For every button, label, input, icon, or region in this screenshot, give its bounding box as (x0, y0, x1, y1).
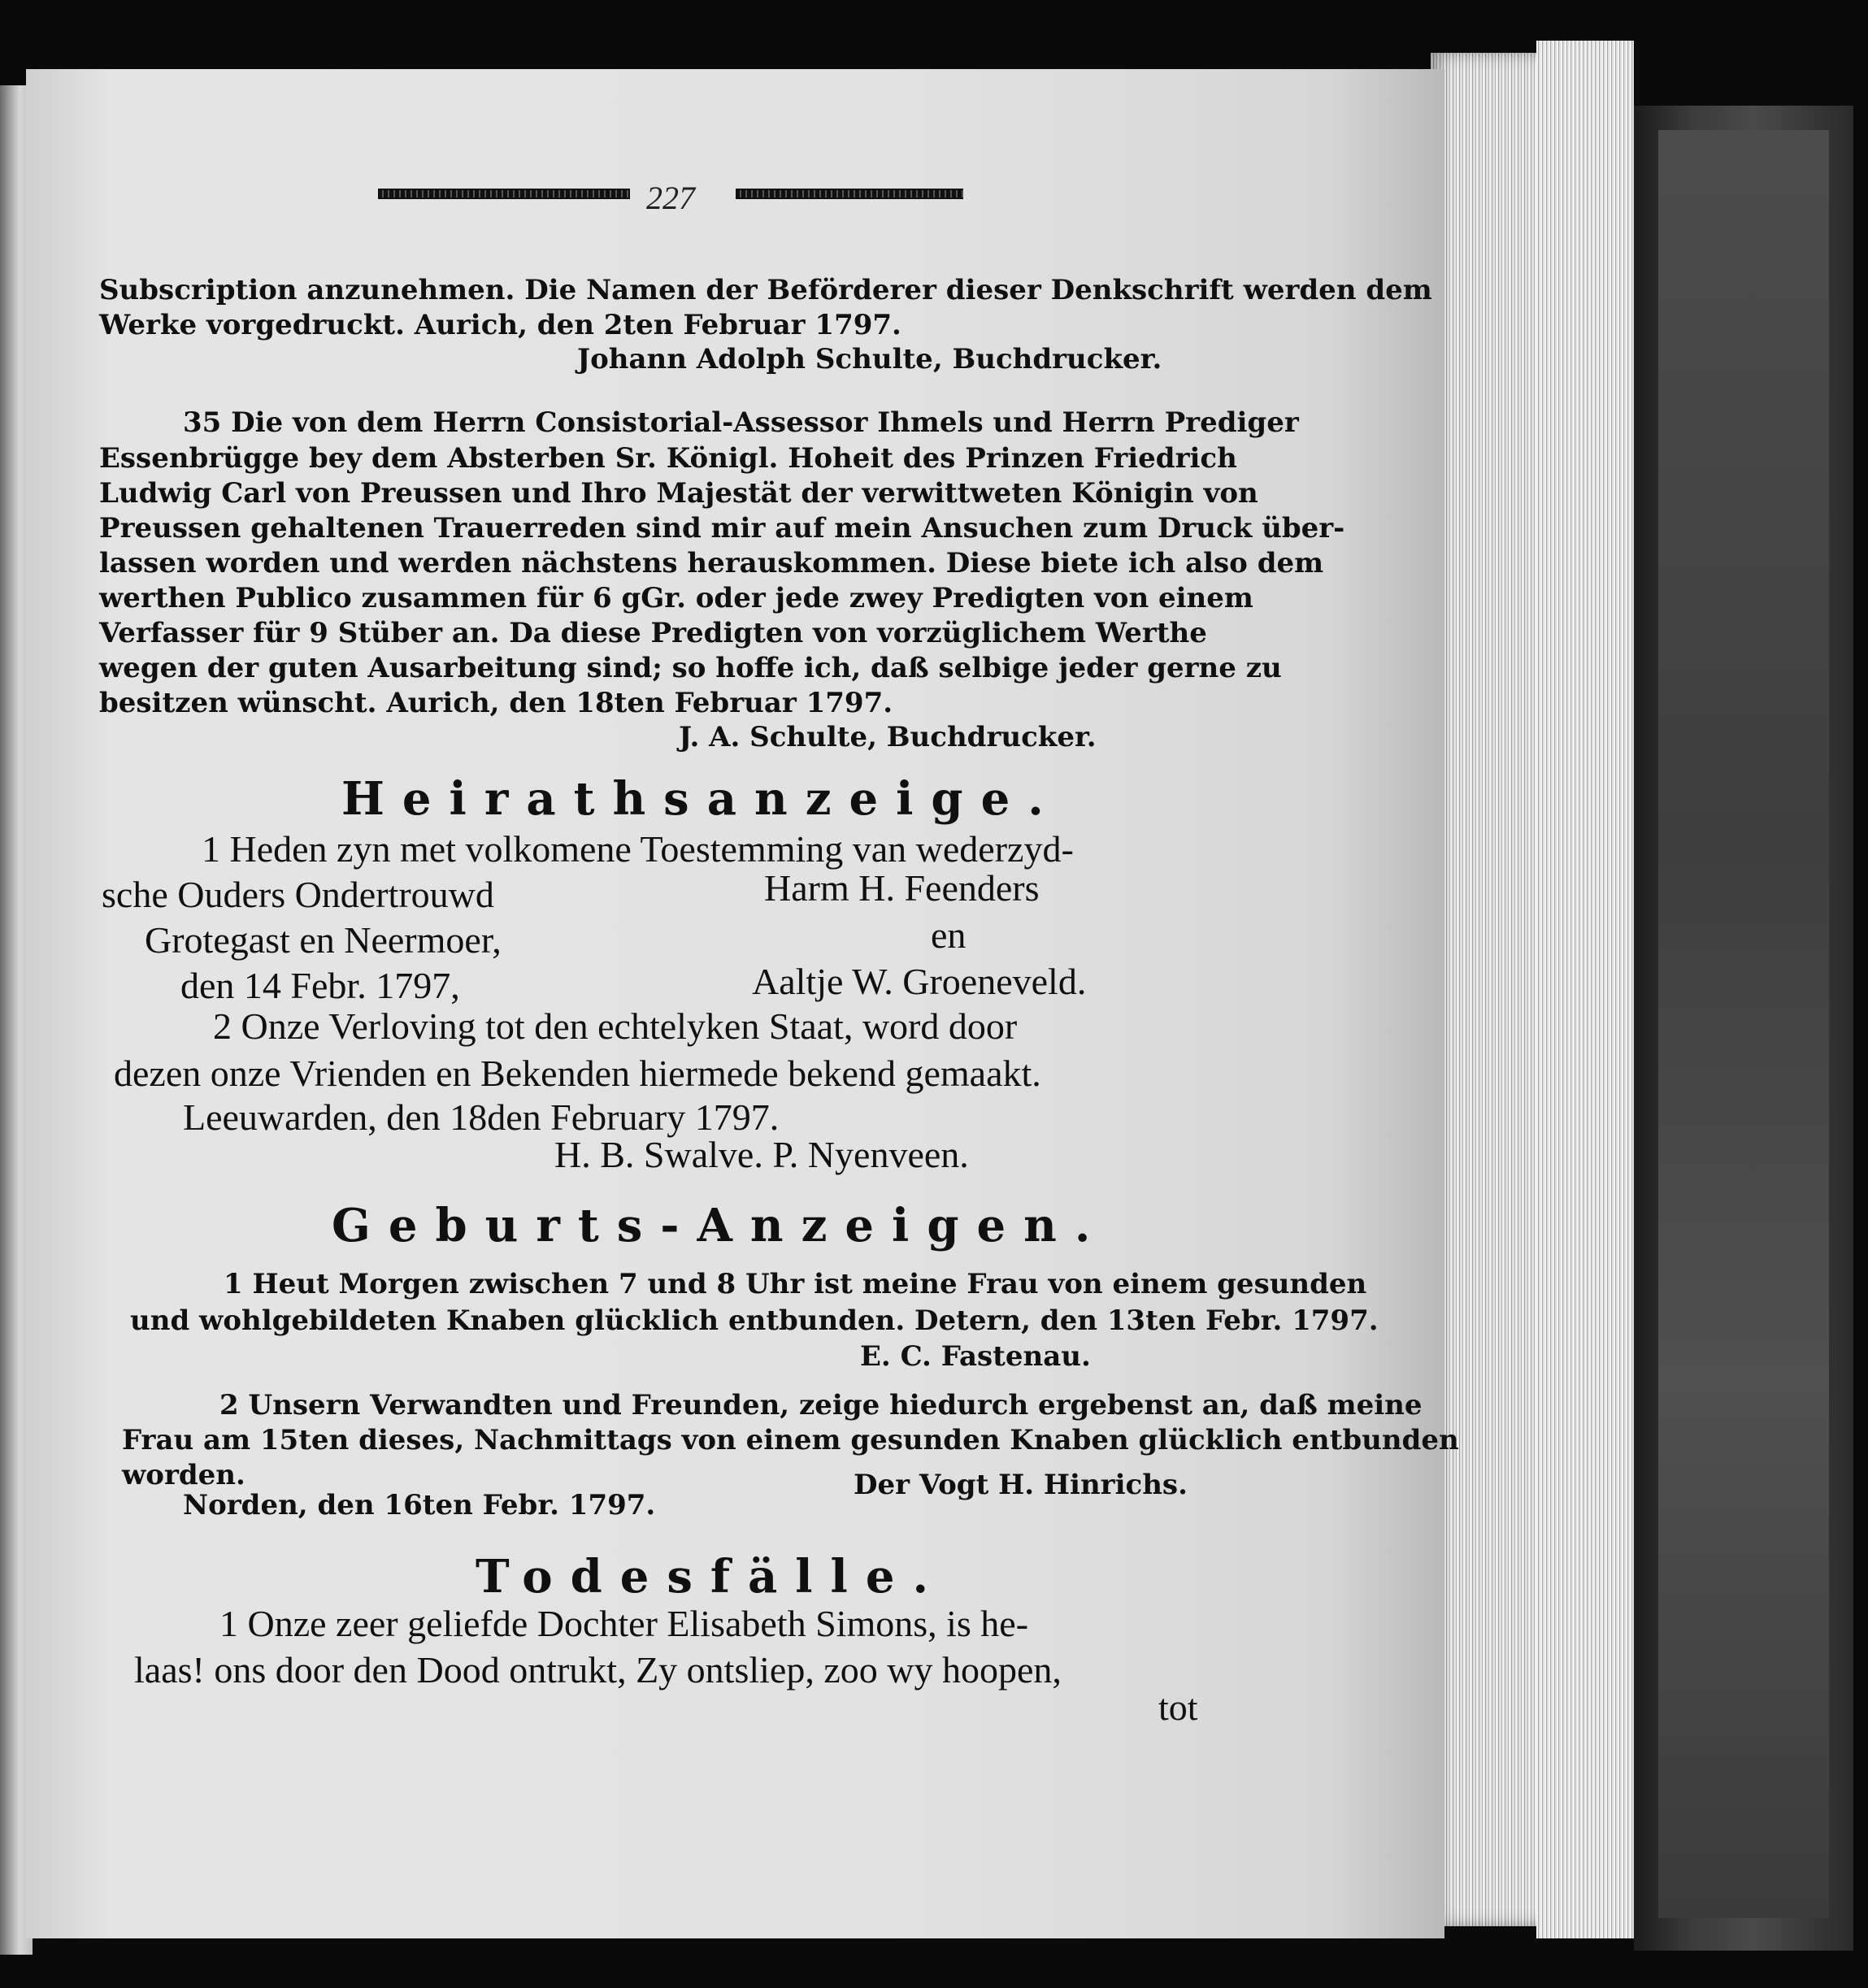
notice-35-line: lassen worden und werden nächstens herauskommen. Diese biete ich also dem (99, 547, 1324, 579)
birth-1-line: 1 Heut Morgen zwischen 7 und 8 Uhr ist meine Frau von einem gesunden (224, 1268, 1367, 1300)
header-rule-right (736, 189, 963, 199)
death-1-line: laas! ons door den Dood ontrukt, Zy ontsliep, zoo wy hoopen, (134, 1649, 1062, 1691)
marriage-1-right-line: Aaltje W. Groeneveld. (752, 961, 1087, 1002)
marriage-1-right-line: Harm H. Feenders (764, 867, 1040, 909)
birth-2-line: worden. (122, 1459, 245, 1491)
birth-1-signature: E. C. Fastenau. (860, 1340, 1091, 1373)
page-fore-edge (1536, 41, 1634, 1938)
marriage-1-left-line: den 14 Febr. 1797, (180, 965, 460, 1006)
birth-2-line: 2 Unsern Verwandten und Freunden, zeige hiedurch ergebenst an, daß meine (219, 1389, 1423, 1422)
notice-35-line: Verfasser für 9 Stüber an. Da diese Predigten von vorzüglichem Werthe (99, 617, 1207, 649)
birth-1-line: und wohlgebildeten Knaben glücklich entbunden. Detern, den 13ten Febr. 1797. (130, 1304, 1379, 1337)
marriage-1-left-line: Grotegast en Neermoer, (145, 919, 502, 961)
marriage-1-line: 1 Heden zyn met volkomene Toestemming van wederzyd- (202, 828, 1074, 870)
marriage-2-line: Leeuwarden, den 18den February 1797. (183, 1096, 780, 1138)
book-cover-spine (1658, 130, 1829, 1918)
page-number: 227 (646, 180, 695, 216)
notice-35-line: 35 Die von dem Herrn Consistorial-Assessor Ihmels und Herrn Prediger (183, 406, 1299, 439)
section-heading-death: Todesfälle. (476, 1550, 946, 1604)
notice-35-line: werthen Publico zusammen für 6 gGr. oder jede zwey Predigten von einem (99, 582, 1253, 614)
birth-2-signature: Der Vogt H. Hinrichs. (854, 1469, 1188, 1501)
marriage-2-line: dezen onze Vrienden en Bekenden hiermede bekend gemaakt. (114, 1053, 1041, 1094)
marriage-2-signature: H. B. Swalve. P. Nyenveen. (554, 1134, 969, 1175)
catchword: tot (1158, 1686, 1198, 1728)
marriage-1-right-line: en (931, 914, 967, 956)
header-rule-left (378, 189, 630, 199)
notice-34-signature: Johann Adolph Schulte, Buchdrucker. (577, 343, 1162, 375)
section-heading-marriage: Heirathsanzeige. (341, 772, 1062, 826)
notice-35-line: besitzen wünscht. Aurich, den 18ten Februar 1797. (99, 687, 893, 719)
notice-35-line: Essenbrügge bey dem Absterben Sr. Königl. Hoheit des Prinzen Friedrich (99, 442, 1237, 475)
notice-35-line: wegen der guten Ausarbeitung sind; so hoffe ich, daß selbige jeder gerne zu (99, 652, 1282, 684)
marriage-1-left-line: sche Ouders Ondertrouwd (102, 874, 494, 915)
marriage-2-line: 2 Onze Verloving tot den echtelyken Staat, word door (213, 1005, 1018, 1047)
section-heading-birth: Geburts-Anzeigen. (332, 1199, 1109, 1252)
death-1-line: 1 Onze zeer geliefde Dochter Elisabeth Simons, is he- (219, 1603, 1029, 1644)
notice-35-line: Ludwig Carl von Preussen und Ihro Majestät der verwittweten Königin von (99, 477, 1258, 510)
notice-34-line: Werke vorgedruckt. Aurich, den 2ten Februar 1797. (99, 309, 901, 341)
birth-2-place-date: Norden, den 16ten Febr. 1797. (183, 1489, 656, 1521)
notice-34-line: Subscription anzunehmen. Die Namen der Beförderer dieser Denkschrift werden dem (99, 274, 1432, 306)
birth-2-line: Frau am 15ten dieses, Nachmittags von einem gesunden Knaben glücklich entbunden (122, 1424, 1459, 1456)
notice-35-line: Preussen gehaltenen Trauerreden sind mir auf mein Ansuchen zum Druck über- (99, 512, 1345, 545)
notice-35-signature: J. A. Schulte, Buchdrucker. (679, 721, 1097, 753)
